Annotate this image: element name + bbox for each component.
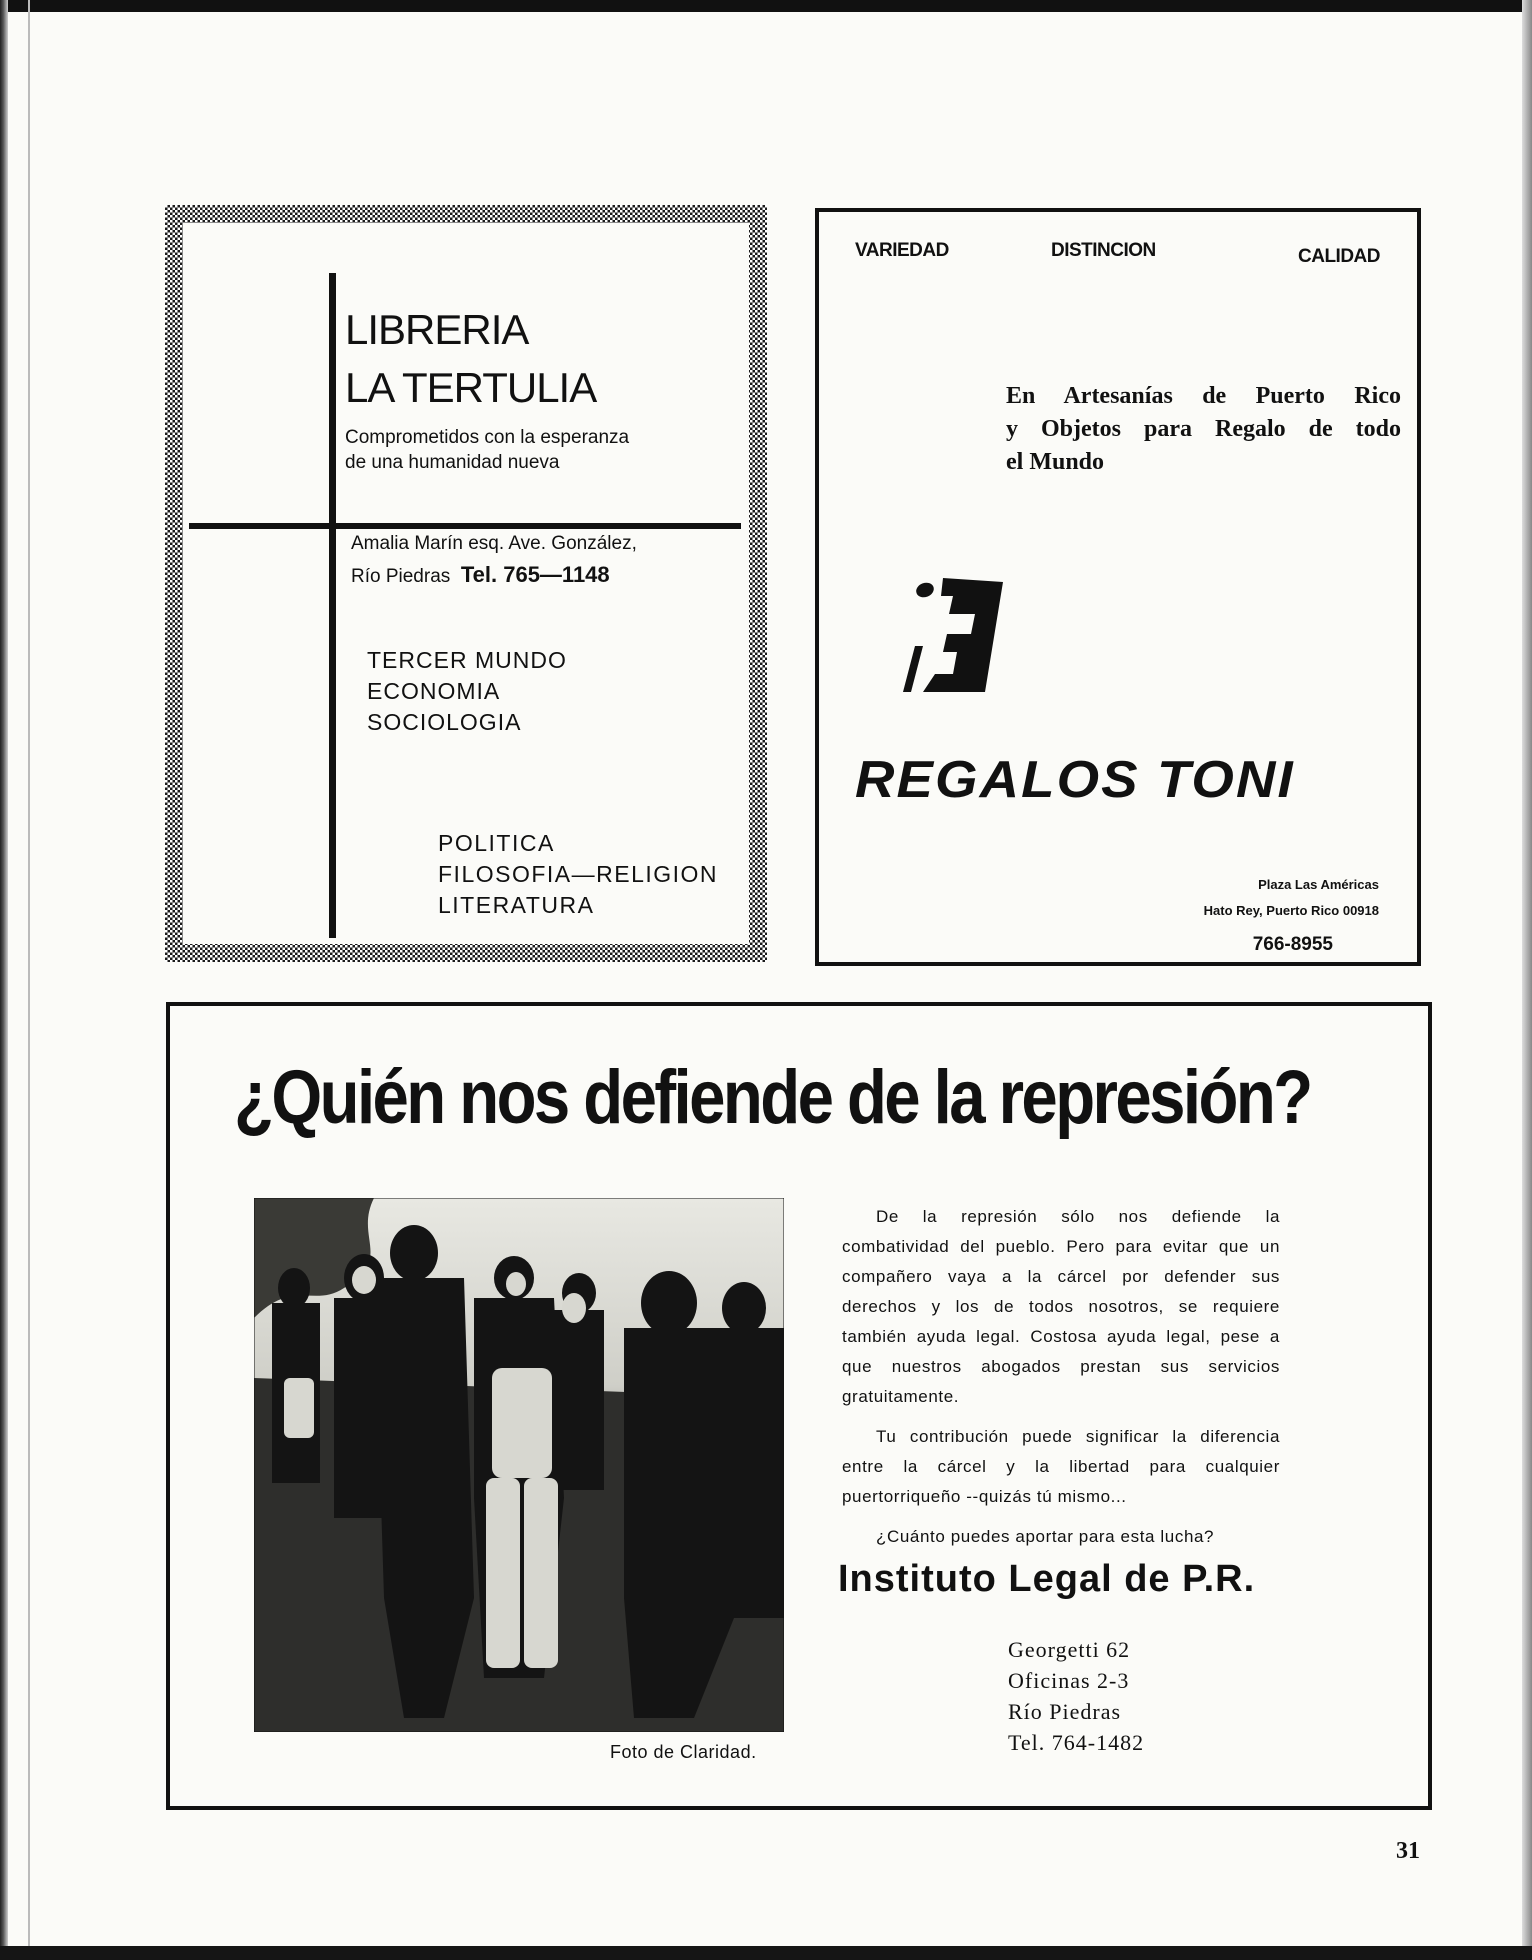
legal-headline: ¿Quién nos defiende de la represión? bbox=[234, 1055, 1311, 1140]
toni-phone: 766-8955 bbox=[1252, 934, 1333, 955]
regalos-toni-ad bbox=[815, 208, 1421, 966]
photo-credit: Foto de Claridad. bbox=[610, 1742, 757, 1762]
libreria-title-line: LA TERTULIA bbox=[345, 364, 597, 411]
libreria-title bbox=[345, 301, 596, 417]
legal-organization-name: Instituto Legal de P.R. bbox=[838, 1558, 1256, 1600]
libreria-topic: SOCIOLOGIA bbox=[367, 709, 522, 735]
toni-store-name: REGALOS TONI bbox=[855, 751, 1295, 809]
libreria-ad-body bbox=[183, 223, 749, 944]
legal-body-text bbox=[842, 1202, 1280, 1552]
toni-location bbox=[1204, 872, 1379, 924]
toni-description bbox=[1006, 380, 1401, 479]
libreria-address bbox=[351, 528, 637, 592]
libreria-tagline bbox=[345, 425, 629, 475]
libreria-tagline-line: Comprometidos con la esperanza bbox=[345, 427, 630, 448]
instituto-legal-ad bbox=[166, 1002, 1432, 1810]
libreria-topics-group-2 bbox=[438, 828, 718, 921]
libreria-address-line: Amalia Marín esq. Ave. González, bbox=[351, 533, 637, 554]
legal-address-line: Río Piedras bbox=[1008, 1699, 1122, 1724]
toni-tagline: DISTINCION bbox=[1051, 240, 1156, 261]
toni-logo-icon bbox=[883, 574, 1003, 714]
libreria-vertical-rule bbox=[329, 273, 336, 938]
libreria-address-line bbox=[351, 559, 637, 592]
libreria-topic: ECONOMIA bbox=[367, 678, 501, 704]
protest-photo bbox=[254, 1198, 784, 1732]
legal-paragraph: De la represión sólo nos defiende la combatividad del pueblo. Pero para evitar que un compañero vaya a la cárcel por defender sus derechos y los de todos nosotros, se requiere también ayuda legal. Costosa ayuda legal, pese a que nuestros abogados prestan sus servicios gratuitamente. bbox=[842, 1207, 1280, 1406]
legal-address-line: Georgetti 62 bbox=[1008, 1637, 1131, 1662]
toni-tagline: VARIEDAD bbox=[855, 240, 949, 261]
toni-tagline: CALIDAD bbox=[1298, 246, 1380, 267]
libreria-city: Río Piedras bbox=[351, 566, 451, 587]
libreria-title-line: LIBRERIA bbox=[345, 306, 529, 353]
toni-description-line: En Artesanías de Puerto Rico bbox=[1006, 383, 1401, 409]
libreria-topic: FILOSOFIA—RELIGION bbox=[438, 861, 719, 887]
libreria-topic: TERCER MUNDO bbox=[367, 647, 567, 673]
scan-bottom-border bbox=[0, 1946, 1532, 1960]
toni-location-line: Hato Rey, Puerto Rico 00918 bbox=[1203, 903, 1379, 918]
libreria-tagline-line: de una humanidad nueva bbox=[345, 452, 560, 473]
scan-right-edge bbox=[1522, 0, 1532, 1960]
legal-address bbox=[1008, 1634, 1144, 1758]
legal-address-line: Oficinas 2-3 bbox=[1008, 1668, 1130, 1693]
scan-binding-line bbox=[28, 0, 30, 1960]
toni-location-line: Plaza Las Américas bbox=[1258, 877, 1379, 892]
libreria-phone: Tel. 765—1148 bbox=[460, 562, 610, 587]
libreria-ad bbox=[165, 205, 767, 962]
libreria-topics-group-1 bbox=[367, 645, 567, 738]
page-number: 31 bbox=[1396, 1838, 1420, 1864]
toni-description-line: el Mundo bbox=[1006, 449, 1105, 475]
legal-address-line: Tel. 764-1482 bbox=[1008, 1730, 1145, 1755]
libreria-topic: POLITICA bbox=[438, 830, 555, 856]
scan-left-edge bbox=[0, 0, 8, 1960]
legal-paragraph: Tu contribución puede significar la diferencia entre la cárcel y la libertad para cualquier puertorriqueño --quizás tú mismo... bbox=[842, 1427, 1280, 1506]
libreria-topic: LITERATURA bbox=[438, 892, 595, 918]
scan-top-border bbox=[0, 0, 1532, 12]
toni-description-line: y Objetos para Regalo de todo bbox=[1006, 416, 1401, 442]
legal-question: ¿Cuánto puedes aportar para esta lucha? bbox=[876, 1527, 1215, 1546]
